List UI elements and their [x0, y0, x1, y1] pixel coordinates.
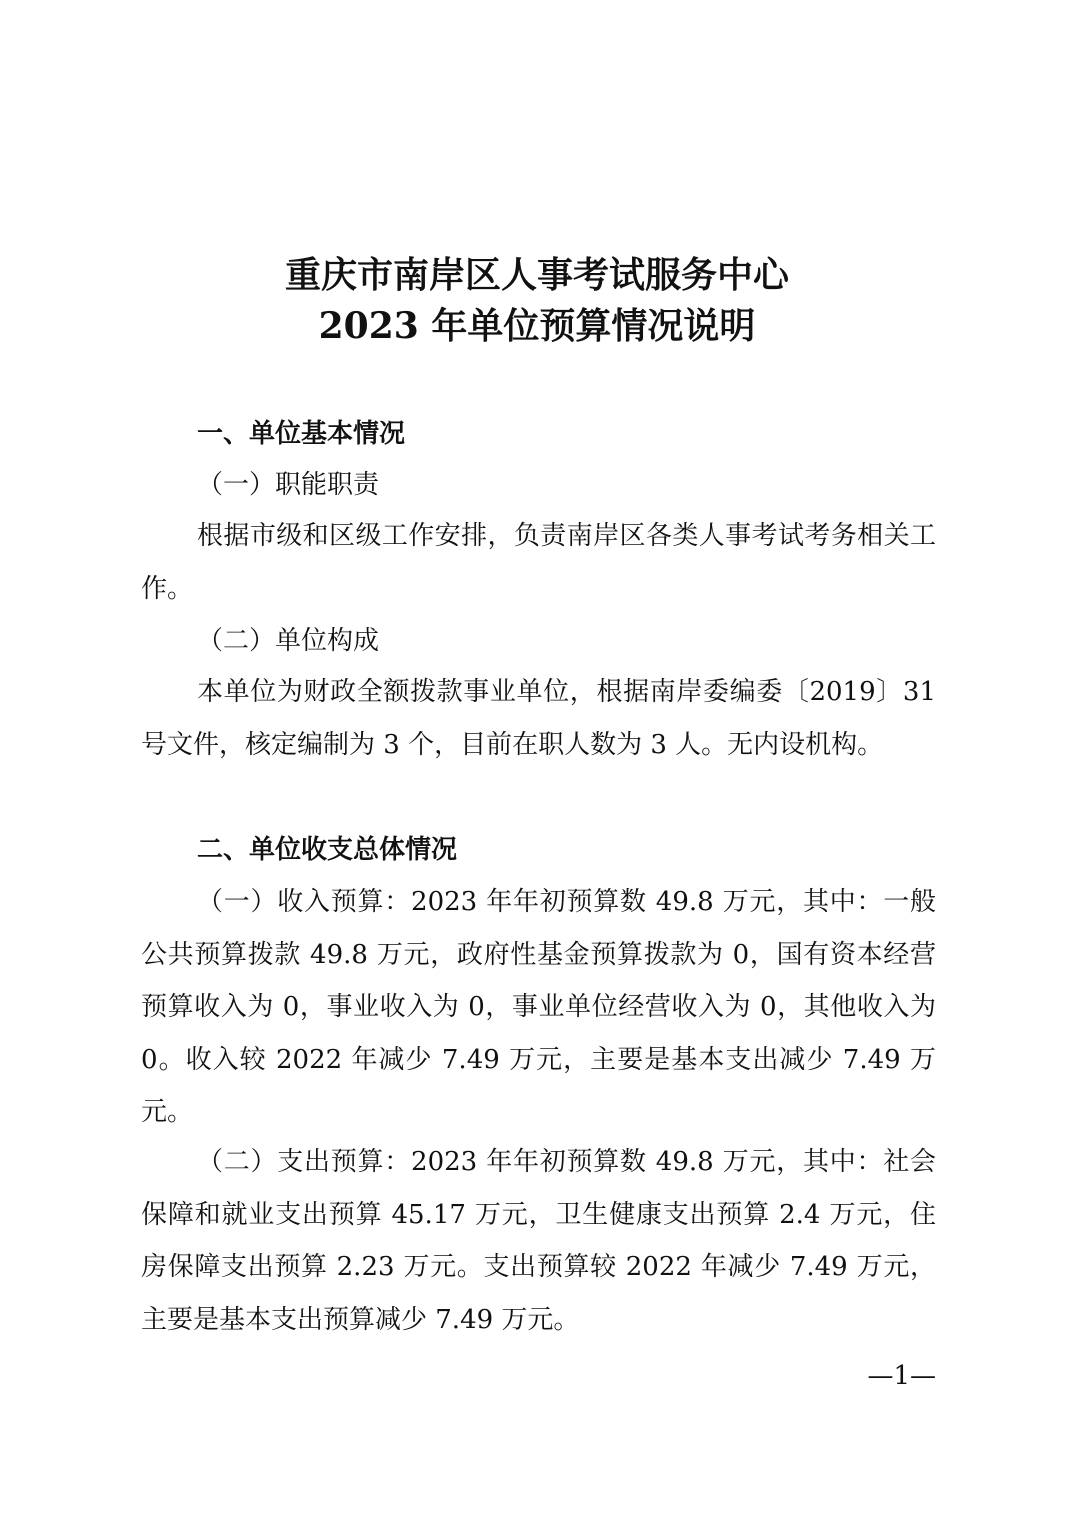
section1-heading: 一、单位基本情况: [197, 419, 406, 449]
income-paragraph: [141, 876, 936, 1139]
section1-sub1-heading: （一）职能职责: [197, 470, 380, 500]
document-title-line2: 2023 年单位预算情况说明: [318, 305, 756, 347]
expense-text: 2023 年年初预算数 49.8 万元，其中：社会保障和就业支出预算 45.17 万元，卫生健康支出预算 2.4 万元，住房保障支出预算 2.23 万元。支出预算较 2022 年减少 7.49 万元，主要是基本支出预算减少 7.49 万元。: [141, 1147, 936, 1335]
section2-heading: 二、单位收支总体情况: [197, 835, 458, 865]
section1-sub2-heading: （二）单位构成: [197, 626, 380, 656]
expense-paragraph: [141, 1136, 936, 1346]
section1-sub2-text: 本单位为财政全额拨款事业单位，根据南岸委编委〔2019〕31 号文件，核定编制为 3 个，目前在职人数为 3 人。无内设机构。: [141, 677, 936, 760]
document-title-line1: 重庆市南岸区人事考试服务中心: [284, 254, 789, 296]
expense-label: （二）支出预算：: [197, 1147, 412, 1177]
page-number: —1—: [867, 1361, 936, 1391]
income-text: 2023 年年初预算数 49.8 万元，其中：一般公共预算拨款 49.8 万元，政府性基金预算拨款为 0，国有资本经营预算收入为 0，事业收入为 0，事业单位经营收入为 0，其他收入为 0。收入较 2022 年减少 7.49 万元，主要是基本支出减少 7.49 万元。: [141, 887, 936, 1127]
section1-sub1-text: 根据市级和区级工作安排，负责南岸区各类人事考试考务相关工作。: [141, 521, 936, 604]
income-label: （一）收入预算：: [197, 887, 412, 917]
